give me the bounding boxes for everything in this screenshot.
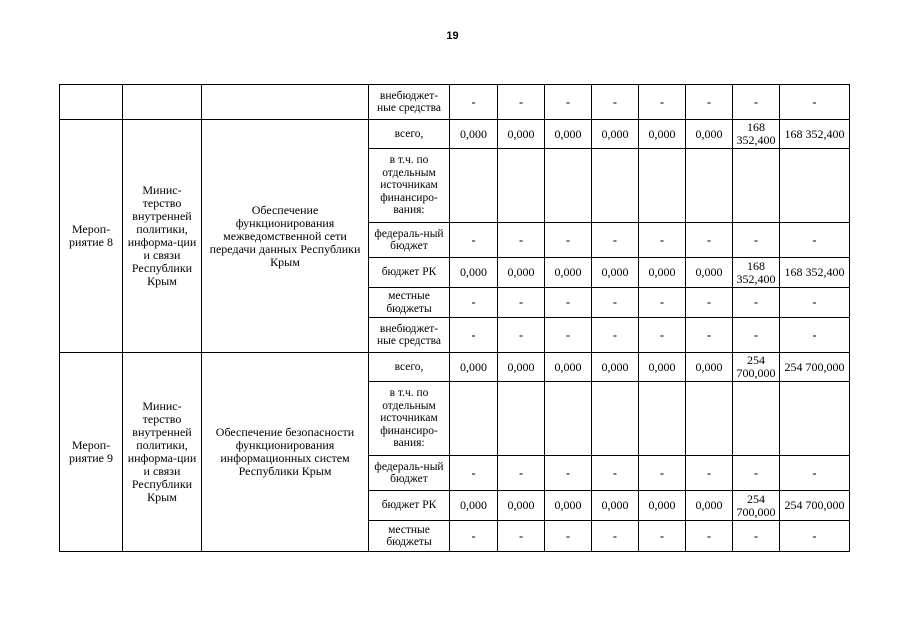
value-cell bbox=[780, 149, 850, 223]
value-cell: 0,000 bbox=[450, 258, 498, 288]
measure-label: Мероп-риятие 8 bbox=[60, 120, 123, 353]
value-cell: 0,000 bbox=[639, 258, 686, 288]
value-cell bbox=[686, 149, 733, 223]
value-cell: - bbox=[780, 456, 850, 491]
value-cell: - bbox=[639, 85, 686, 120]
value-cell: - bbox=[498, 318, 545, 353]
value-cell: 0,000 bbox=[639, 491, 686, 521]
value-cell: 0,000 bbox=[686, 353, 733, 382]
value-cell: 0,000 bbox=[592, 258, 639, 288]
value-cell: - bbox=[733, 521, 780, 552]
value-cell: 254 700,000 bbox=[733, 353, 780, 382]
page-number: 19 bbox=[446, 30, 459, 42]
value-cell: - bbox=[450, 85, 498, 120]
value-cell: 168 352,400 bbox=[780, 258, 850, 288]
value-cell: 0,000 bbox=[450, 120, 498, 149]
value-cell: 0,000 bbox=[592, 120, 639, 149]
table-row bbox=[60, 85, 850, 120]
value-cell: 0,000 bbox=[498, 491, 545, 521]
value-cell: - bbox=[498, 521, 545, 552]
empty-cell bbox=[123, 85, 202, 120]
value-cell: - bbox=[545, 318, 592, 353]
value-cell: - bbox=[498, 456, 545, 491]
table-row bbox=[60, 120, 850, 149]
value-cell: - bbox=[592, 288, 639, 318]
value-cell: - bbox=[780, 85, 850, 120]
value-cell bbox=[498, 382, 545, 456]
funding-source-cell: местные бюджеты bbox=[369, 288, 450, 318]
value-cell: 168 352,400 bbox=[780, 120, 850, 149]
value-cell: - bbox=[498, 85, 545, 120]
value-cell: 0,000 bbox=[592, 491, 639, 521]
value-cell: - bbox=[639, 456, 686, 491]
value-cell: - bbox=[686, 318, 733, 353]
value-cell: - bbox=[545, 456, 592, 491]
value-cell: 0,000 bbox=[498, 258, 545, 288]
value-cell: 0,000 bbox=[639, 353, 686, 382]
financing-table bbox=[59, 84, 850, 552]
value-cell: 0,000 bbox=[592, 353, 639, 382]
value-cell: 0,000 bbox=[545, 353, 592, 382]
empty-cell bbox=[60, 85, 123, 120]
value-cell bbox=[592, 382, 639, 456]
value-cell bbox=[450, 149, 498, 223]
value-cell bbox=[639, 149, 686, 223]
value-cell: - bbox=[733, 288, 780, 318]
value-cell: - bbox=[450, 456, 498, 491]
value-cell bbox=[450, 382, 498, 456]
value-cell: - bbox=[733, 223, 780, 258]
value-cell bbox=[545, 382, 592, 456]
executor-cell: Минис-терство внутренней политики, информа-ции и связи Республики Крым bbox=[123, 353, 202, 552]
funding-source-cell: всего, bbox=[369, 353, 450, 382]
value-cell: - bbox=[498, 288, 545, 318]
value-cell: - bbox=[498, 223, 545, 258]
measure-description: Обеспечение безопасности функционирования информационных систем Республики Крым bbox=[202, 353, 369, 552]
value-cell: 254 700,000 bbox=[780, 353, 850, 382]
value-cell: - bbox=[686, 288, 733, 318]
value-cell bbox=[545, 149, 592, 223]
value-cell bbox=[639, 382, 686, 456]
value-cell bbox=[498, 149, 545, 223]
value-cell: 168 352,400 bbox=[733, 258, 780, 288]
value-cell: - bbox=[592, 223, 639, 258]
value-cell: 0,000 bbox=[686, 491, 733, 521]
table-row bbox=[60, 353, 850, 382]
value-cell: 0,000 bbox=[686, 120, 733, 149]
value-cell: 0,000 bbox=[545, 491, 592, 521]
measure-description: Обеспечение функционирования межведомственной сети передачи данных Республики Крым bbox=[202, 120, 369, 353]
funding-source-cell: бюджет РК bbox=[369, 258, 450, 288]
funding-source-cell: федераль-ный бюджет bbox=[369, 456, 450, 491]
value-cell: - bbox=[780, 521, 850, 552]
value-cell bbox=[780, 382, 850, 456]
value-cell: 254 700,000 bbox=[780, 491, 850, 521]
funding-source-cell: внебюджет-ные средства bbox=[369, 318, 450, 353]
value-cell: - bbox=[733, 85, 780, 120]
value-cell bbox=[592, 149, 639, 223]
value-cell: - bbox=[450, 521, 498, 552]
value-cell: - bbox=[686, 223, 733, 258]
value-cell: - bbox=[686, 456, 733, 491]
empty-cell bbox=[202, 85, 369, 120]
value-cell: - bbox=[592, 318, 639, 353]
value-cell: - bbox=[639, 223, 686, 258]
value-cell bbox=[733, 382, 780, 456]
value-cell: - bbox=[780, 288, 850, 318]
measure-label: Мероп-риятие 9 bbox=[60, 353, 123, 552]
value-cell: 0,000 bbox=[498, 353, 545, 382]
funding-source-cell: федераль-ный бюджет bbox=[369, 223, 450, 258]
value-cell: - bbox=[450, 318, 498, 353]
value-cell: - bbox=[780, 223, 850, 258]
value-cell: - bbox=[592, 85, 639, 120]
funding-source-cell: внебюджет-ные средства bbox=[369, 85, 450, 120]
funding-source-cell: всего, bbox=[369, 120, 450, 149]
value-cell: - bbox=[639, 288, 686, 318]
value-cell: 254 700,000 bbox=[733, 491, 780, 521]
value-cell: - bbox=[639, 521, 686, 552]
executor-cell: Минис-терство внутренней политики, информа-ции и связи Республики Крым bbox=[123, 120, 202, 353]
value-cell: 168 352,400 bbox=[733, 120, 780, 149]
value-cell: 0,000 bbox=[545, 258, 592, 288]
funding-source-cell: бюджет РК bbox=[369, 491, 450, 521]
funding-source-cell: местные бюджеты bbox=[369, 521, 450, 552]
value-cell: - bbox=[545, 521, 592, 552]
value-cell: - bbox=[450, 223, 498, 258]
funding-source-cell: в т.ч. по отдельным источникам финансиро-вания: bbox=[369, 149, 450, 223]
value-cell: - bbox=[545, 223, 592, 258]
value-cell: - bbox=[592, 521, 639, 552]
value-cell: - bbox=[686, 85, 733, 120]
value-cell: 0,000 bbox=[450, 353, 498, 382]
value-cell: - bbox=[592, 456, 639, 491]
value-cell bbox=[733, 149, 780, 223]
value-cell bbox=[686, 382, 733, 456]
funding-source-cell: в т.ч. по отдельным источникам финансиро-вания: bbox=[369, 382, 450, 456]
value-cell: - bbox=[733, 318, 780, 353]
value-cell: 0,000 bbox=[450, 491, 498, 521]
value-cell: 0,000 bbox=[498, 120, 545, 149]
value-cell: - bbox=[545, 288, 592, 318]
value-cell: - bbox=[450, 288, 498, 318]
value-cell: - bbox=[733, 456, 780, 491]
value-cell: - bbox=[545, 85, 592, 120]
value-cell: - bbox=[686, 521, 733, 552]
value-cell: - bbox=[780, 318, 850, 353]
value-cell: 0,000 bbox=[686, 258, 733, 288]
value-cell: 0,000 bbox=[545, 120, 592, 149]
value-cell: - bbox=[639, 318, 686, 353]
value-cell: 0,000 bbox=[639, 120, 686, 149]
